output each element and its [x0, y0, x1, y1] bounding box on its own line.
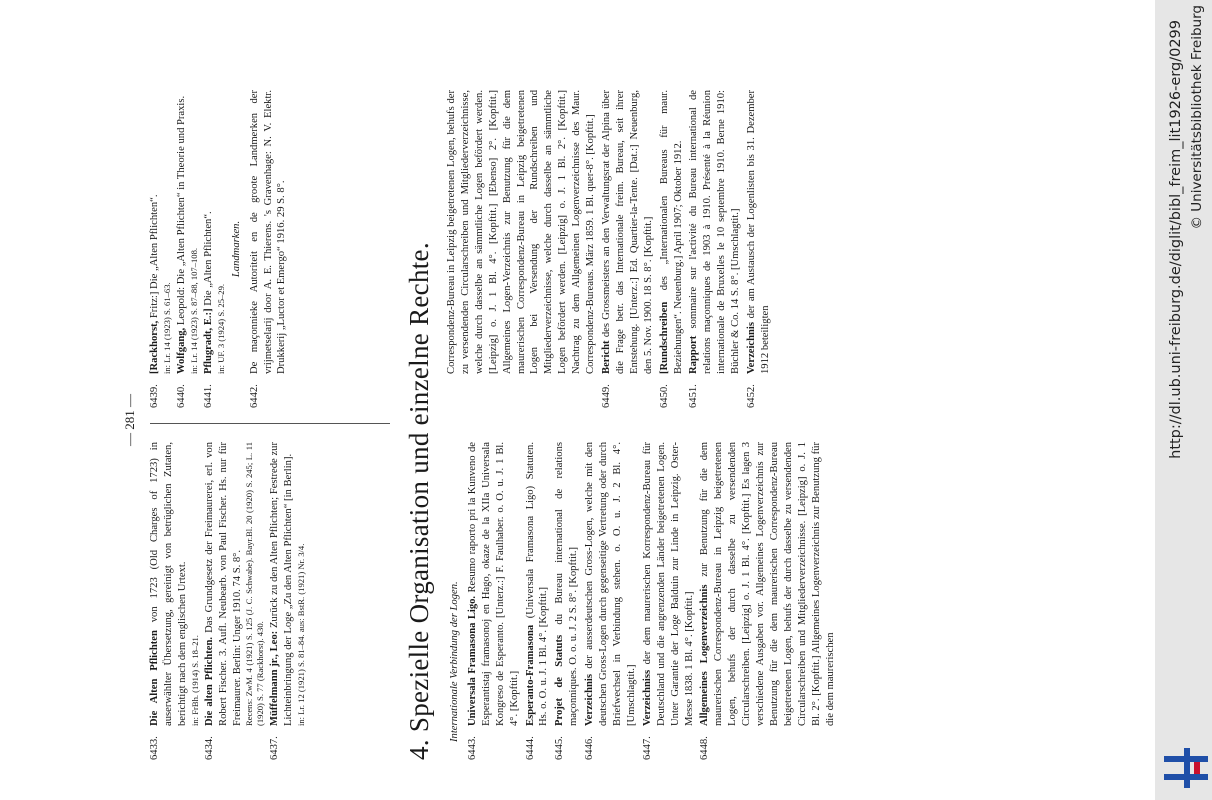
- entry-body: [175, 90, 200, 374]
- column-divider: [150, 423, 390, 424]
- entry-title: Müffelmann jr., Leo:: [269, 630, 281, 726]
- entry-number: 6433.: [149, 736, 160, 760]
- entry-source: in: FrBh. (1914) S. 18–21.: [189, 635, 200, 726]
- subheading-landmarken: Landmarken.: [230, 220, 242, 278]
- entry-title: Verzeichnis: [746, 322, 758, 374]
- bibliography-entry: [445, 90, 598, 408]
- entry-number: [445, 374, 598, 408]
- entry-number: 6442.: [248, 384, 260, 408]
- entry-title: Verzeichnis: [584, 674, 596, 726]
- entry-title: Verzeichniss: [641, 669, 653, 726]
- entry-title: Projet de Statuts: [554, 634, 566, 726]
- entry-body: [202, 90, 227, 374]
- entry-text: der am Austausch der Logenlisten bis 31. Dezember 1912 beteiligten: [746, 90, 771, 374]
- entry-text: du Bureau international de relations maçonniques. O. o. u. J. 2 S. 8°. [Kopftit.]: [554, 442, 580, 726]
- entry-text: der ausserdeutschen Gross-Logen, welche mit den deutschen Gross-Logen durch gegenseitige Vertretung oder durch Briefwechsel in Verbindung stehen. o. O. u. J. 2 Bl. 4°. [Umschlagtit.]: [584, 442, 637, 726]
- entry-title: [Rundschreiben: [658, 301, 670, 374]
- entry-text: Fritz:] Die „Alten Pflichten“.: [149, 194, 160, 321]
- entry-body: [268, 442, 307, 726]
- entry-number: 6450.: [658, 384, 670, 408]
- entry-number: 6446.: [584, 736, 596, 760]
- entry-number: 6449.: [600, 384, 612, 408]
- entry-body: [524, 442, 552, 726]
- section-heading: 4. Spezielle Organisation und einzelne Rechte.: [404, 242, 434, 760]
- entry-text: (Universala Framasona Ligo) Statuten. Hs. o. O. u. J. 1 Bl. 4°. [Kopftit.]: [524, 442, 550, 726]
- entry-text: Correspondenz-Bureau in Leipzig beigetretenen Logen, behufs der zu versendenden Circularschreiben und Mitgliederverzeichnisse, welche durch dasselbe an sämmtliche Logen befördert werden. [Leipzig] o. J. 1 Bl. 4°. [Kopftit.] [Ebenso] 2°. [Kopftit.] Allgemeines Logen-Verzeichnis zur Benutzung für die dem maurerischen Correspondenz-Bureau in Leipzig beigetretenen Logen bei Versendung der Rundschreiben und Mitgliederverzeichnisse, welche durch dasselbe an sämmtliche Logen befördert werden. [Leipzig] o. J. 1 Bl. 2°. [Kopftit.] Nachtrag zu dem Allgemeinen Logenverzeichnisse des Maur. Correspondenz-Bureaus. März 1859. 1 Bl. quer-8°. [Kopftit.]: [446, 90, 597, 374]
- entry-source: Recens: ZwM. 4 (1921) S. 125 (J. C. Schwabe). Bayr.Bl. 20 (1920) S. 245; L. 11 (1920) S. 77 (Rackhorst). 430.: [244, 442, 266, 726]
- entry-number: 6434.: [203, 736, 215, 760]
- entry-body: [445, 90, 598, 374]
- bibliography-entry: [641, 442, 697, 760]
- entry-source: in: Lr. 12 (1921) S. 81–84. aus: BstR. (1921) Nr. 3/4.: [296, 543, 307, 726]
- bibliography-entry: [202, 90, 227, 408]
- document-url[interactable]: http://dl.ub.uni-freiburg.de/diglit/bibl_freim_lit1926-erg/0299: [1168, 20, 1184, 459]
- entry-number: 6441.: [202, 384, 214, 408]
- entry-source: in: UF. 3 (1924) S. 25–29.: [215, 283, 226, 374]
- library-logo-icon: [1164, 748, 1208, 788]
- bibliography-entry: [553, 442, 581, 760]
- entry-text: Leopold: Die „Alten Pflichten“ in Theorie und Praxis.: [175, 95, 187, 328]
- entry-body: [466, 442, 522, 726]
- bibliography-entry: [248, 90, 290, 408]
- entry-body: [698, 442, 837, 726]
- entry-body: [148, 90, 173, 374]
- right-column-top: [148, 90, 291, 408]
- bibliography-entry: [687, 90, 743, 408]
- entry-title: Die Alten Pflichten: [149, 630, 160, 726]
- side-strip: [1155, 0, 1212, 800]
- entry-text: zur Benutzung für die dem maurerischen Correspondenz-Bureau in Leipzig beigetretenen Logen, behufs der durch dasselbe zu versendenden Circularschreiben. [Leipzig] o. J. 1 Bl. 4°. [Kopftit.] Es lagen 3 verschiedene Ausgaben vor. Allgemeines Logenverzeichnis zur Benutzung für die dem maurerischen Correspondenz-Bureau beigetretenen Logen, behufs der durch dasselbe zu versendenden Circularschreiben und Mitgliederverzeichnisse. [Leipzig] o. J. 1 Bl. 2°. [Kopftit.] Allgemeines Logenverzeichnis zur Benutzung für die dem maurerischen: [699, 442, 836, 726]
- entry-title: Die alten Pflichten.: [203, 636, 215, 726]
- copyright-notice: © Universitätsbibliothek Freiburg: [1189, 5, 1205, 230]
- entry-number: 6440.: [175, 384, 187, 408]
- entry-text: De maçonnieke Autoriteit en de groote Landmerken der vrijmetselarij door A. E. Thierens. 's Gravenhage: N. V. Elektr. Drukkerij „Luctor et Emergo“ 1916. 29 S. 8°.: [248, 90, 288, 374]
- bibliography-entry: [203, 442, 267, 760]
- entry-title: Bericht: [600, 340, 612, 374]
- entry-body: [148, 442, 201, 726]
- entry-text: des Grossmeisters an den Verwaltungsrat der Alpina über die Frage betr. das Internationale freim. Bureau, seit ihrer Entstehung. [Unterz.:] Ed. Quartier-la-Tente. [Dat.:] Neuenburg, den 5. Nov. 1900. 18 S. 8°. [Kopftit.]: [600, 90, 654, 374]
- left-column-top: [148, 442, 309, 760]
- scanned-page: [120, 80, 1050, 760]
- bibliography-entry: [600, 90, 656, 408]
- entry-body: [600, 90, 656, 374]
- entry-text: von 1723 (Old Charges of 1723) in auserwählter Übersetzung, gereinigt von betrüglichen Zutaten, berichtigt nach dem englischen Urtext.: [149, 442, 188, 726]
- entry-body: [553, 442, 581, 726]
- entry-title: Pflugradt, E.:]: [202, 308, 214, 374]
- bibliography-entry: [698, 442, 837, 760]
- entry-text: Zurück zu den Alten Pflichten; Festrede zur Lichteinbringung der Loge „Zu den Alten Pflichten“ [in Berlin].: [269, 442, 295, 726]
- entry-body: [583, 442, 639, 726]
- entry-text: des „Internationalen Bureaus für maur. Beziehungen“. Neuenburg.] April 1907; Oktober 1912.: [658, 90, 684, 374]
- entry-number: 6445.: [554, 736, 566, 760]
- bibliography-entry: [148, 442, 201, 760]
- bibliography-entry: [466, 442, 522, 760]
- entry-title: Universala Framasona Ligo.: [466, 595, 478, 726]
- entry-text: Das Grundgesetz der Freimaurerei, erl. von Robert Fischer. 3. Aufl. Neubearb. von Paul Fischer. Hs. nur für Freimaurer. Berlin: Unger 1910. 74 S. 8°.: [203, 442, 243, 726]
- right-column-bottom: [445, 90, 775, 408]
- subheading-internationale: Internationale Verbindung der Logen.: [449, 581, 460, 742]
- entry-body: [248, 90, 290, 374]
- entry-number: 6447.: [641, 736, 653, 760]
- entry-title: Wolfgang,: [175, 327, 187, 374]
- entry-number: 6448.: [699, 736, 711, 760]
- entry-text: Die „Alten Pflichten“.: [202, 211, 214, 309]
- entry-body: [658, 90, 686, 374]
- entry-title: Allgemeines Logenverzeichnis: [699, 584, 711, 726]
- entry-body: [745, 90, 773, 374]
- page-number: — 281 —: [122, 394, 137, 446]
- entry-number: 6437.: [269, 736, 281, 760]
- entry-title: [Rackhorst,: [149, 320, 160, 374]
- entry-number: 6444.: [524, 736, 536, 760]
- bibliography-entry: [583, 442, 639, 760]
- bibliography-entry: [524, 442, 552, 760]
- entry-number: 6452.: [746, 384, 758, 408]
- entry-source: in: Lr. 14 (1923) S. 61–63.: [161, 282, 172, 374]
- entry-title: Esperanto-Framasona: [524, 624, 536, 726]
- entry-body: [641, 442, 697, 726]
- bibliography-entry: [268, 442, 307, 760]
- entry-number: 6439.: [149, 384, 160, 408]
- bibliography-entry: [658, 90, 686, 408]
- entry-source: in: Lr. 14 (1923) S. 87–88, 107–108.: [188, 247, 199, 374]
- entry-body: [687, 90, 743, 374]
- entry-text: sommaire sur l'activité du Bureau international de relations maçonniques de 1903 à 1910. Présenté à la Réunion internationale de Bruxelles le 10 septembre 1910. Berne 1910: Büchler & Co. 14 S. 8°. [Umschlagtit.]: [688, 90, 742, 374]
- left-column-bottom: [445, 442, 839, 760]
- entry-number: 6451.: [688, 384, 700, 408]
- bibliography-entry: [175, 90, 200, 408]
- entry-number: 6443.: [466, 736, 478, 760]
- entry-text: Resumo raporto pri la Kunveno de Esperantistaj framasonoj en Hago, okaze de la XIIa Universala Kongreso de Esperanto. [Unterz.:] F. Faulhaber. o. O. u. J. 1 Bl. 4°. [Kopftit.]: [466, 442, 520, 726]
- bibliography-entry: [148, 90, 173, 408]
- entry-text: der dem maurerischen Korrespondenz-Bureau für Deutschland und die angrenzenden Länder beigetretenen Logen. Unter Garantie der Loge Balduin zur Linde in Leipzig. Oster-Messe 1838. 1 Bl. 4°. [Kopftit.]: [641, 442, 695, 726]
- entry-body: [203, 442, 267, 726]
- entry-title: Rapport: [688, 335, 700, 374]
- bibliography-entry: [745, 90, 773, 408]
